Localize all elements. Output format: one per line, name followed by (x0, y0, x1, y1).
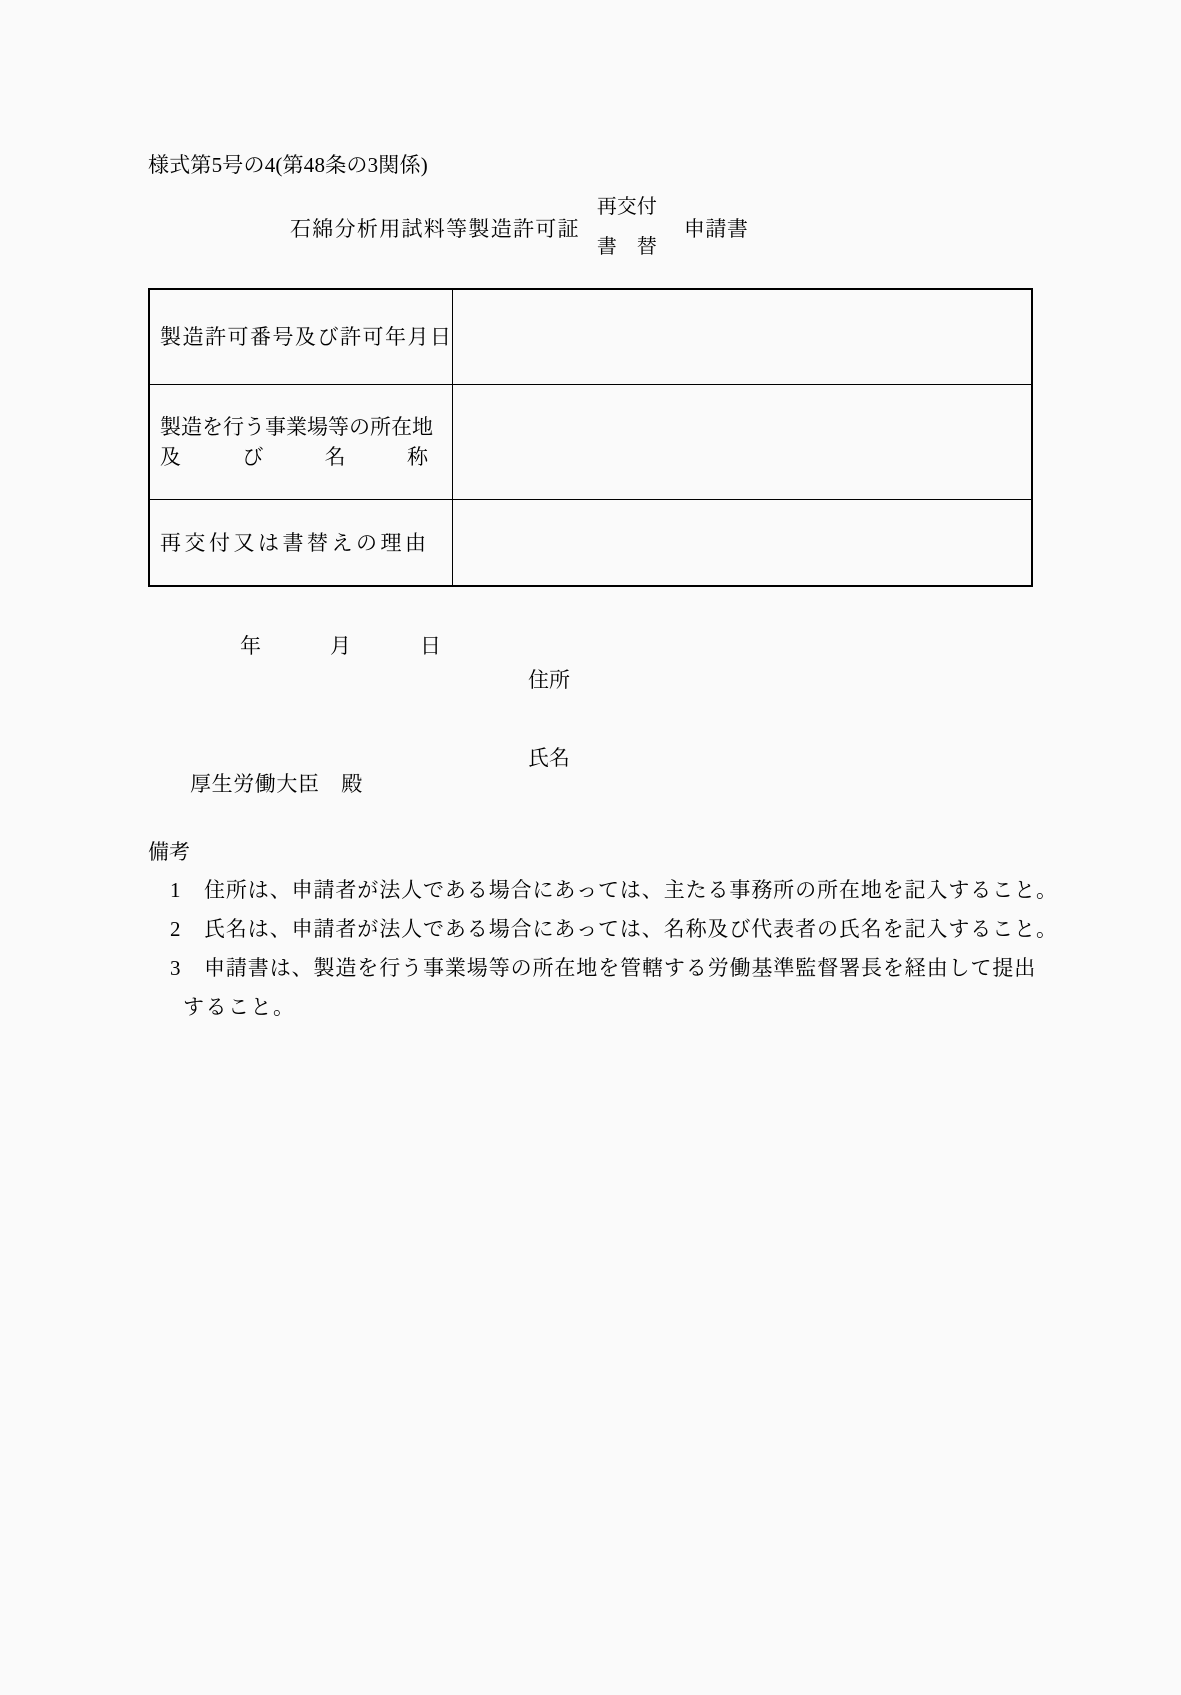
title-reissue-rewrite-stack (597, 197, 657, 258)
title-stack-rewrite: 書 替 (596, 236, 657, 258)
remarks-section (170, 879, 1058, 1018)
workplace-char-4: 称 (406, 445, 428, 469)
remark-item-1 (170, 879, 1058, 901)
document-title (290, 197, 748, 258)
remark-item-3 (170, 957, 1058, 979)
title-main: 石綿分析用試料等製造許可証 (290, 216, 580, 241)
table-label-workplace-line2 (160, 442, 428, 472)
table-value-workplace (453, 385, 1031, 500)
workplace-char-2: び (242, 445, 264, 469)
table-label-reason (150, 500, 453, 585)
address-label: 住所 (528, 668, 570, 692)
date-month-label: 月 (330, 634, 351, 658)
table-label-permit-number-text: 製造許可番号及び許可年月日 (160, 325, 453, 349)
workplace-char-3: 名 (324, 445, 346, 469)
title-suffix: 申請書 (683, 216, 749, 241)
remark-item-2 (170, 918, 1058, 940)
title-stack-reissue: 再交付 (596, 196, 657, 218)
table-label-reason-text: 再交付又は書替えの理由 (160, 530, 430, 555)
remark-2-number: 2 (170, 917, 181, 941)
remark-2-text: 氏名は、申請者が法人である場合にあっては、名称及び代表者の氏名を記入すること。 (204, 917, 1058, 941)
remarks-heading: 備考 (148, 840, 190, 864)
remark-3-text-line2: すること。 (183, 995, 296, 1019)
workplace-char-1: 及 (160, 445, 181, 469)
table-value-reason (453, 500, 1031, 585)
table-label-workplace (150, 385, 453, 500)
form-number: 様式第5号の4(第48条の3関係) (148, 153, 428, 177)
date-line (240, 630, 441, 660)
table-label-permit-number (150, 290, 453, 385)
addressee-minister: 厚生労働大臣 殿 (190, 772, 363, 796)
remark-3-number: 3 (170, 956, 181, 980)
date-day-label: 日 (420, 634, 441, 658)
date-year-label: 年 (240, 634, 261, 658)
application-table (148, 288, 1033, 587)
table-value-permit-number (453, 290, 1031, 385)
remark-1-number: 1 (170, 878, 181, 902)
remark-3-text-line1: 申請書は、製造を行う事業場等の所在地を管轄する労働基準監督署長を経由して提出 (204, 956, 1037, 980)
table-label-workplace-line1: 製造を行う事業場等の所在地 (160, 415, 433, 439)
remark-1-text: 住所は、申請者が法人である場合にあっては、主たる事務所の所在地を記入すること。 (204, 878, 1058, 902)
name-label: 氏名 (528, 746, 570, 770)
